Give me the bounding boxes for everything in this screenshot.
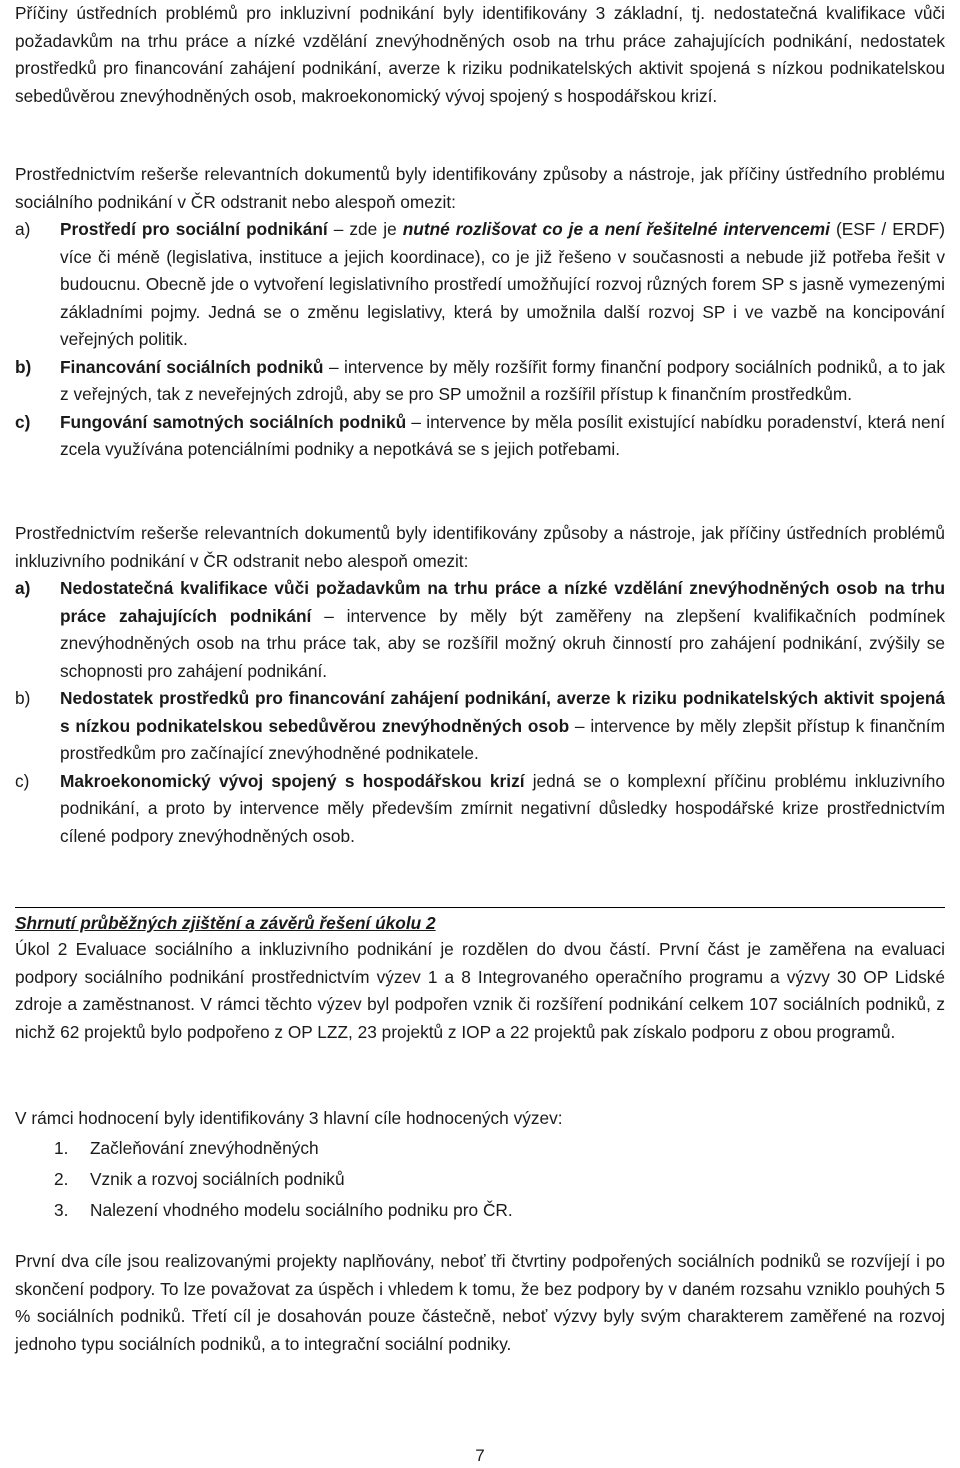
goal-text: Nalezení vhodného modelu sociálního podniku pro ČR. <box>90 1199 513 1220</box>
list-marker: b) <box>15 356 32 377</box>
item-title: Nedostatečná kvalifikace vůči požadavkům na trhu práce a nízké vzdělání znevýhodněných osob na trhu práce zahajujících podnikání <box>60 578 945 626</box>
intro-section <box>15 0 945 110</box>
summary-paragraph: Úkol 2 Evaluace sociálního a inkluzivního podnikání je rozdělen do dvou částí. První část je zaměřena na evaluaci podpory sociálního podnikání prostřednictvím výzev 1 a 8 Integrovaného operačního programu a výzvy 30 OP Lidské zdroje a zaměstnanost. V rámci těchto výzev byl podpořen vznik či rozšíření podnikání celkem 107 sociálních podniků, z nichž 62 projektů bylo podpořeno z OP LZZ, 23 projektů z IOP a 22 projektů pak získalo podporu z obou programů. <box>15 939 945 1042</box>
item-title: Fungování samotných sociálních podniků <box>60 411 407 432</box>
goals-section <box>15 1105 945 1226</box>
list-item <box>15 575 945 685</box>
intro-paragraph: Příčiny ústředních problémů pro inkluzivní podnikání byly identifikovány 3 základní, tj. nedostatečná kvalifikace vůči požadavkům na trhu práce a nízké vzdělání znevýhodněných osob na trhu práce zahajujících podnikání, nedostatek prostředků pro financování zahájení podnikání, averze k riziku podnikatelských aktivit spojená s nízkou podnikatelskou sebedůvěrou znevýhodněných osob, makroekonomický vývoj spojený s hospodářskou krizí. <box>15 3 945 106</box>
list-item <box>15 1164 945 1195</box>
list-item <box>15 354 945 409</box>
goals-lead-paragraph: V rámci hodnocení byly identifikovány 3 hlavní cíle hodnocených výzev: <box>15 1108 563 1128</box>
inclusive-lead-paragraph: Prostřednictvím rešerše relevantních dokumentů byly identifikovány způsoby a nástroje, jak příčiny ústředních problémů inkluzivního podnikání v ČR odstranit nebo alespoň omezit: <box>15 523 945 571</box>
list-item <box>15 1195 945 1226</box>
list-marker: a) <box>15 578 31 598</box>
item-title: Financování sociálních podniků <box>60 356 324 377</box>
social-enterprise-section <box>15 161 945 464</box>
page-number: 7 <box>475 1446 485 1465</box>
item-text: – intervence by měla posílit existující nabídku poradenství, která není zcela využívána potenciálními podniky a nepotkává se s jejich potřebami. <box>60 411 945 459</box>
list-marker: c) <box>15 411 31 432</box>
item-text: (ESF / ERDF) více či méně (legislativa, instituce a jejich koordinace), co je již řešeno v současnosti a nebude již potřeba řešit v budoucnu. Obecně jde o vytvoření legislativního prostředí umožňující rozvoj různých forem SP s jasně vymezenými základními pojmy. Jedná se o změnu legislativy, která by umožnila další rozvoj SP i ve vazbě na koncipování veřejných politik. <box>60 219 945 349</box>
goals-list <box>15 1133 945 1226</box>
social-lead-paragraph: Prostřednictvím rešerše relevantních dokumentů byly identifikovány způsoby a nástroje, jak příčiny ústředního problému sociálního podnikání v ČR odstranit nebo alespoň omezit: <box>15 164 945 212</box>
list-number: 1. <box>54 1137 69 1158</box>
list-item <box>15 1133 945 1164</box>
section-heading: Shrnutí průběžných zjištění a závěrů řešení úkolu 2 <box>15 913 436 933</box>
list-marker: c) <box>15 770 30 791</box>
item-text: – intervence by měly rozšířit formy finanční podpory sociálních podniků, a to jak z veřejných, tak z neveřejných zdrojů, aby se pro SP umožnil a rozšířil přístup k finančním prostředkům. <box>60 356 945 404</box>
goal-text: Začleňování znevýhodněných <box>90 1137 319 1158</box>
summary-divider <box>15 907 945 936</box>
item-text: – intervence by měly zlepšit přístup k finančním prostředkům pro začínající znevýhodněné podnikatele. <box>60 715 945 763</box>
list-item <box>15 409 945 464</box>
list-item <box>15 216 945 354</box>
list-item <box>15 685 945 768</box>
list-number: 2. <box>54 1168 69 1189</box>
item-title: Makroekonomický vývoj spojený s hospodářskou krizí <box>60 770 525 791</box>
item-title: Prostředí pro sociální podnikání <box>60 219 328 239</box>
item-text: jedná se o komplexní příčinu problému inkluzivního podnikání, a proto by intervence měly především zmírnit negativní důsledky hospodářské krize prostřednictvím cílené podpory znevýhodněných osob. <box>60 770 945 846</box>
summary-section <box>15 907 945 1046</box>
item-emphasis: nutné rozlišovat co je a není řešitelné intervencemi <box>402 219 830 239</box>
item-dash: – zde je <box>327 219 403 239</box>
closing-section <box>15 1248 945 1358</box>
list-number: 3. <box>54 1199 69 1220</box>
list-marker: b) <box>15 688 31 708</box>
inclusive-enterprise-section <box>15 520 945 850</box>
goal-text: Vznik a rozvoj sociálních podniků <box>90 1168 345 1189</box>
closing-paragraph: První dva cíle jsou realizovanými projekty naplňovány, neboť tři čtvrtiny podpořených sociálních podniků se rozvíjejí i po skončení podpory. To lze považovat za úspěch i vhledem k tomu, že bez podpory by v daném rozsahu vzniklo pouhých 5 % sociálních podniků. Třetí cíl je dosahován pouze částečně, neboť výzvy byly svým charakterem zaměřené na rozvoj jednoho typu sociálních podniků, a to integrační sociální podniky. <box>15 1251 945 1354</box>
item-title: Nedostatek prostředků pro financování zahájení podnikání, averze k riziku podnikatelských aktivit spojená s nízkou podnikatelskou sebedůvěrou znevýhodněných osob <box>60 688 945 736</box>
item-text: – intervence by měly být zaměřeny na zlepšení kvalifikačních podmínek znevýhodněných osob na trhu práce tak, aby se rozšířil možný okruh činností pro zahájení podnikání, zvýšily se schopnosti pro zahájení podnikání. <box>60 605 945 681</box>
list-marker: a) <box>15 219 31 239</box>
list-item <box>15 768 945 851</box>
